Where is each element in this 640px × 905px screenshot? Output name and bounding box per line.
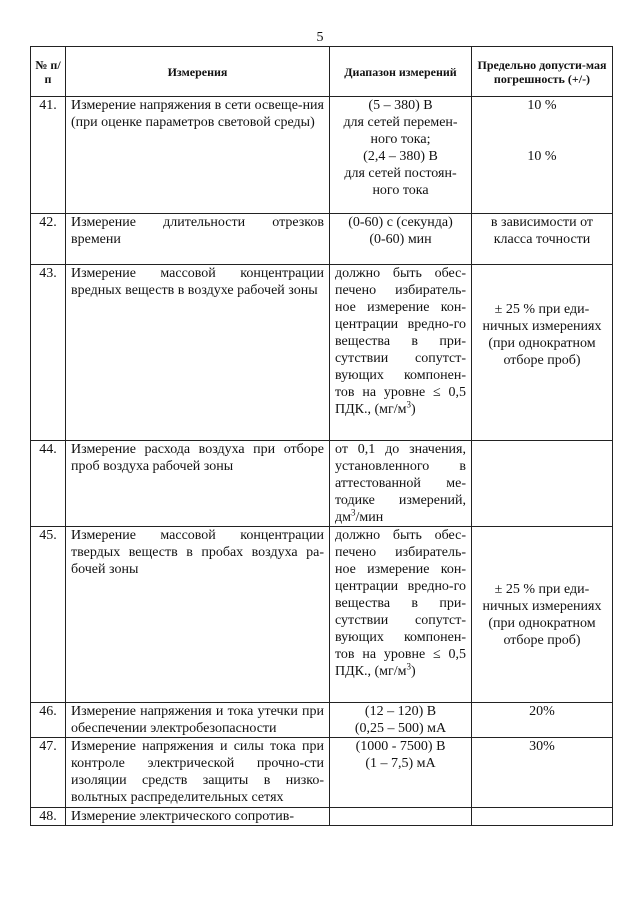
measurements-table (30, 46, 613, 826)
error-text: ± 25 % при еди-ничных измерениях (при однократном отборе проб) (482, 302, 602, 368)
header-measurement: Измерения (66, 47, 330, 97)
row-num: 47. (31, 738, 66, 808)
row-measurement: Измерение расхода воздуха при отборе проб воздуха рабочей зоны (66, 441, 330, 527)
range-line: для сетей постоян-ного тока (344, 166, 457, 198)
table-row (31, 527, 613, 703)
row-num: 41. (31, 97, 66, 214)
row-range (330, 703, 472, 738)
range-text: от 0,1 до значения, установленного в аттестованной ме-тодике измерений, дм (335, 442, 466, 525)
range-superscript: 3 (406, 661, 412, 672)
row-range (330, 527, 472, 703)
range-line: (0-60) мин (369, 232, 432, 247)
error-line: 10 % (527, 149, 557, 164)
row-measurement: Измерение длительности отрезков времени (66, 214, 330, 265)
range-text: должно быть обес-печено избиратель-ное измерение кон-центрации вредно-го вещества в при-сутствии сопутст-вующих компонен-тов на уровне ≤ 0,5 ПДК., (мг/м (335, 528, 466, 679)
row-measurement: Измерение электрического сопротив- (66, 808, 330, 826)
header-error: Предельно допусти-мая погрешность (+/-) (472, 47, 613, 97)
row-error (472, 441, 613, 527)
row-num: 46. (31, 703, 66, 738)
range-text: должно быть обес-печено избиратель-ное измерение кон-центрации вредно-го вещества в при-сутствии сопутст-вующих компонен-тов на уровне ≤ 0,5 ПДК., (мг/м (335, 266, 466, 417)
row-num: 43. (31, 265, 66, 441)
table-row (31, 265, 613, 441)
table-row (31, 214, 613, 265)
row-error: в зависимости от класса точности (472, 214, 613, 265)
row-error: 30% (472, 738, 613, 808)
range-text-end: ) (411, 402, 416, 417)
row-num: 44. (31, 441, 66, 527)
range-line: (5 – 380) В (368, 98, 433, 113)
range-text-end: ) (411, 664, 416, 679)
row-num: 45. (31, 527, 66, 703)
row-error (472, 808, 613, 826)
row-measurement: Измерение массовой концентрации вредных веществ в воздухе рабочей зоны (66, 265, 330, 441)
range-line: (12 – 120) В (364, 704, 437, 719)
table-row (31, 441, 613, 527)
page-number: 5 (316, 30, 324, 45)
range-superscript: 3 (406, 399, 412, 410)
range-superscript: 3 (350, 507, 356, 518)
row-range (330, 265, 472, 441)
range-line: (0,25 – 500) мА (354, 721, 447, 736)
range-line: (0-60) с (секунда) (348, 215, 453, 230)
row-range (330, 441, 472, 527)
table-row (31, 808, 613, 826)
range-line: (1 – 7,5) мА (365, 756, 436, 771)
header-range: Диапазон измерений (330, 47, 472, 97)
header-num: № п/п (31, 47, 66, 97)
row-measurement: Измерение напряжения и тока утечки при обеспечении электробезопасности (66, 703, 330, 738)
row-error (472, 97, 613, 214)
row-error (472, 265, 613, 441)
range-text-end: /мин (355, 510, 384, 525)
row-range (330, 738, 472, 808)
error-text: ± 25 % при еди-ничных измерениях (при однократном отборе проб) (482, 582, 602, 648)
range-line: для сетей перемен-ного тока; (343, 115, 458, 147)
row-range (330, 97, 472, 214)
row-measurement: Измерение массовой концентрации твердых веществ в пробах воздуха ра-бочей зоны (66, 527, 330, 703)
table-row (31, 703, 613, 738)
row-range (330, 214, 472, 265)
range-line: (2,4 – 380) В (363, 149, 438, 164)
row-error (472, 527, 613, 703)
table-row (31, 738, 613, 808)
table-header-row (31, 47, 613, 97)
row-num: 42. (31, 214, 66, 265)
row-measurement: Измерение напряжения и силы тока при контроле электрической прочно-сти изоляции средств защиты в низко-вольтных распределительных сетях (66, 738, 330, 808)
error-line: 10 % (527, 98, 557, 113)
row-num: 48. (31, 808, 66, 826)
range-line: (1000 - 7500) В (355, 739, 446, 754)
row-range (330, 808, 472, 826)
table-row (31, 97, 613, 214)
row-error: 20% (472, 703, 613, 738)
row-measurement: Измерение напряжения в сети освеще-ния (при оценке параметров световой среды) (66, 97, 330, 214)
